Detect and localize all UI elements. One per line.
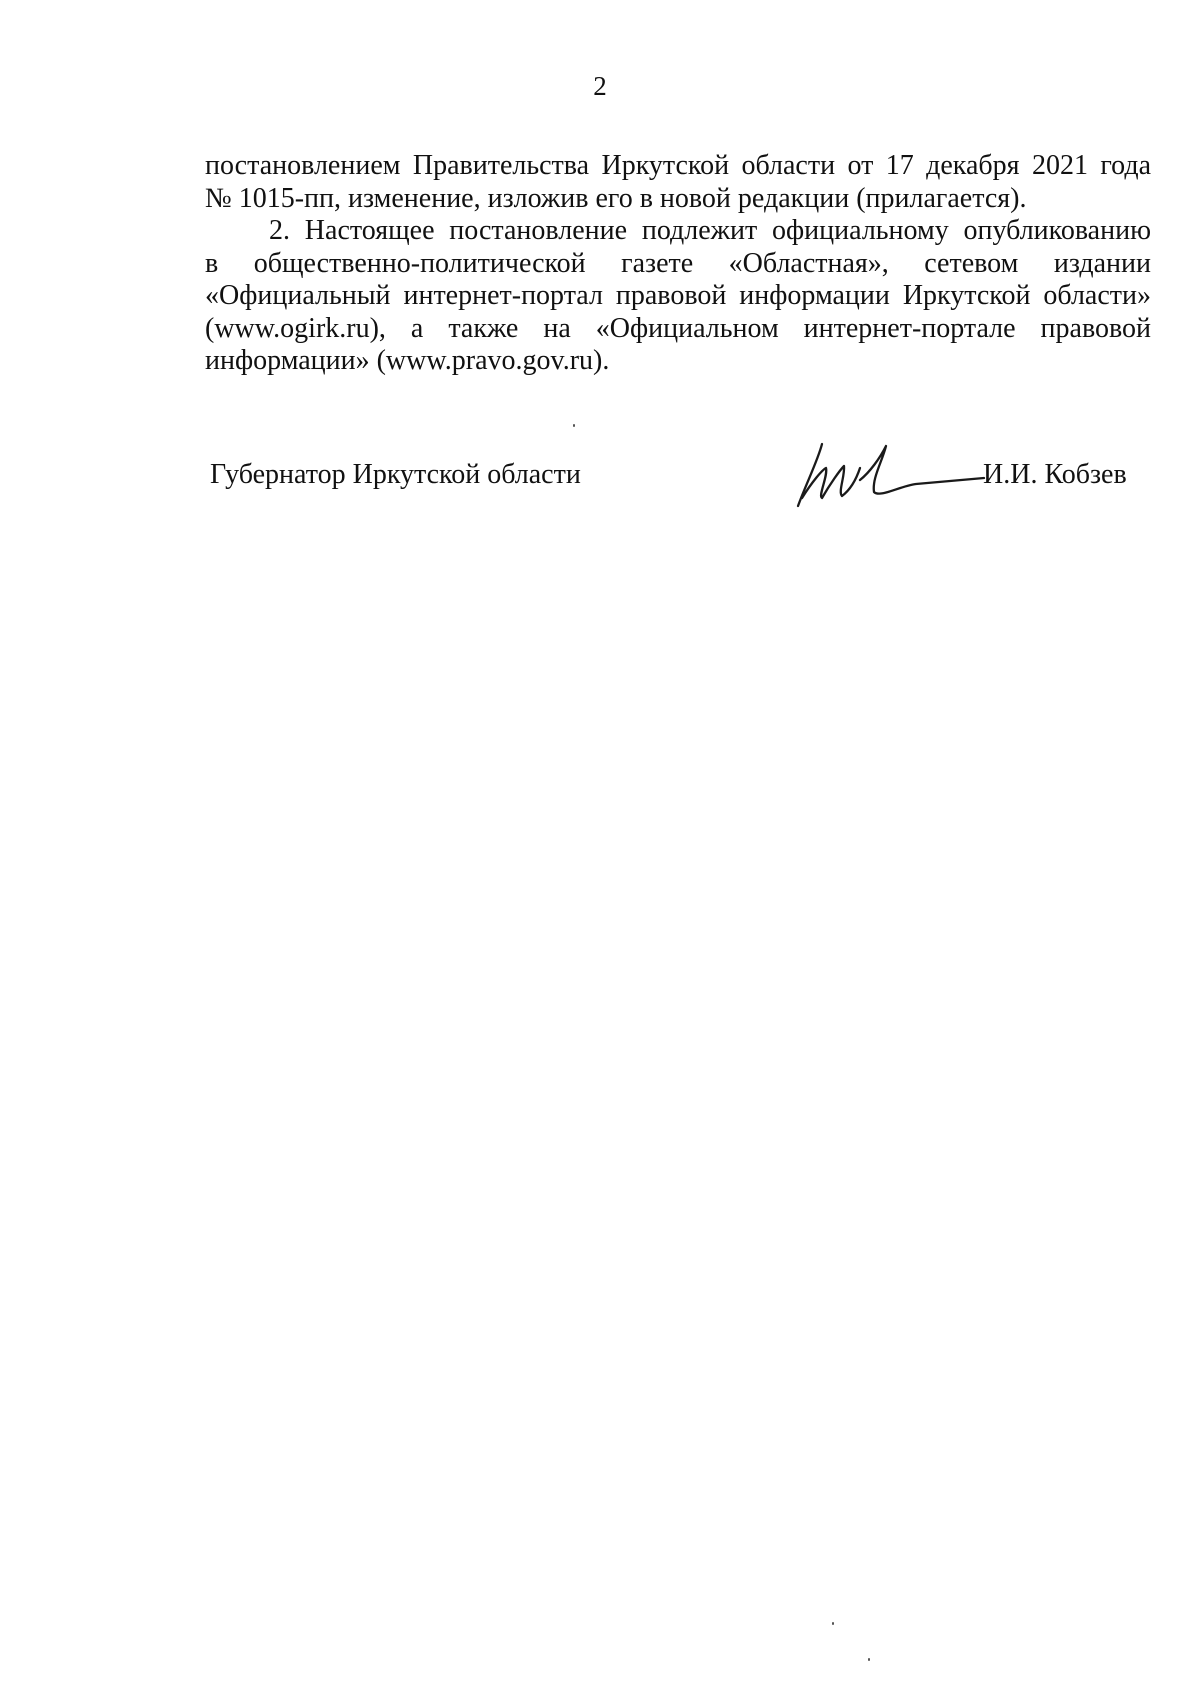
paragraph-line: № 1015-пп, изменение, изложив его в новой редакции (прилагается).	[205, 182, 1027, 214]
paragraph-line: 2. Настоящее постановление подлежит официальному опубликованию	[269, 215, 1151, 246]
paragraph-line: в общественно-политической газете «Областная», сетевом издании	[205, 247, 1151, 279]
scan-speck	[832, 1622, 834, 1625]
signature-block	[0, 440, 1200, 530]
paragraph-line: «Официальный интернет-портал правовой информации Иркутской области»	[205, 280, 1151, 311]
scan-speck	[868, 1658, 870, 1661]
document-body	[205, 150, 1151, 378]
handwritten-signature	[790, 440, 1000, 520]
paragraph-1	[205, 150, 1151, 215]
paragraph-line: постановлением Правительства Иркутской области от 17 декабря 2021 года	[205, 150, 1151, 181]
paragraph-line: (www.ogirk.ru), а также на «Официальном интернет-портале правовой	[205, 312, 1151, 344]
page-number: 2	[593, 71, 607, 101]
position-title: Губернатор Иркутской области	[210, 459, 581, 490]
paragraph-2	[205, 215, 1151, 378]
paragraph-line: информации» (www.pravo.gov.ru).	[205, 345, 610, 376]
scan-speck	[573, 424, 575, 427]
signer-name: И.И. Кобзев	[983, 459, 1127, 490]
